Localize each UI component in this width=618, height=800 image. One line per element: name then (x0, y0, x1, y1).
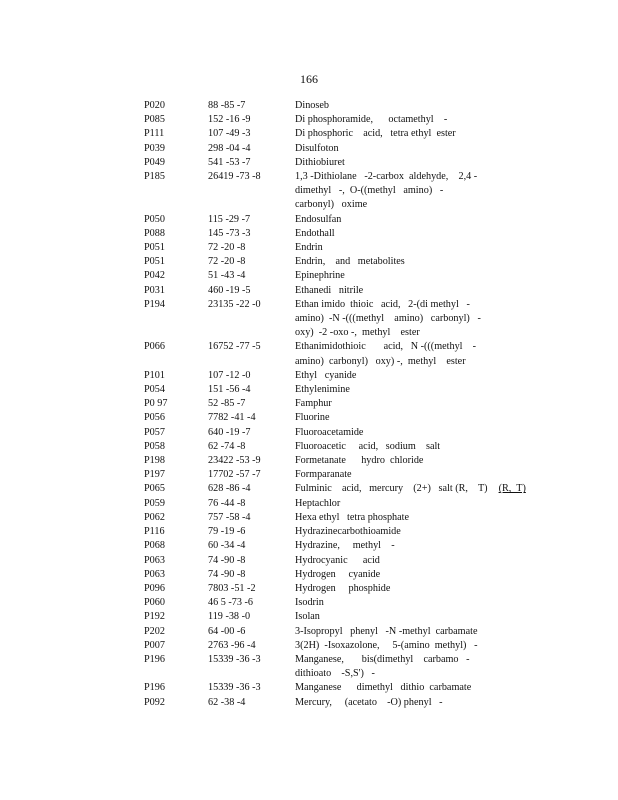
substance-name (295, 482, 544, 496)
substance-name-line: Hexa ethyl tetra phosphate (295, 511, 410, 523)
table-row (144, 511, 544, 525)
waste-code: P063 (144, 554, 165, 566)
substance-name (295, 142, 544, 156)
waste-code: P196 (144, 682, 165, 694)
cas-number: 151 -56 -4 (208, 384, 251, 396)
table-row (144, 653, 544, 681)
cas-number: 26419 -73 -8 (208, 171, 261, 183)
table-row (144, 369, 544, 383)
substance-name (295, 227, 544, 241)
cas-number: 76 -44 -8 (208, 497, 246, 509)
substance-name-line: Endrin, and metabolites (295, 256, 405, 268)
cas-number: 23422 -53 -9 (208, 455, 261, 467)
substance-name (295, 383, 544, 397)
substance-name (295, 113, 544, 127)
substance-name-line: Formparanate (295, 469, 352, 481)
substance-name-line: Fluorine (295, 412, 330, 424)
table-row (144, 383, 544, 397)
substance-name (295, 696, 544, 710)
table-row (144, 454, 544, 468)
cas-number: 62 -74 -8 (208, 440, 246, 452)
table-row (144, 397, 544, 411)
substance-name (295, 99, 544, 113)
table-row (144, 99, 544, 113)
table-row (144, 411, 544, 425)
substance-name (295, 170, 544, 213)
substance-name (295, 369, 544, 383)
substance-name-line: Mercury, (acetato -O) phenyl - (295, 696, 443, 708)
cas-number: 64 -00 -6 (208, 625, 246, 637)
cas-number: 2763 -96 -4 (208, 639, 256, 651)
substance-name-line: Epinephrine (295, 270, 345, 282)
substance-name (295, 554, 544, 568)
substance-name (295, 255, 544, 269)
waste-code: P202 (144, 625, 165, 637)
table-row (144, 696, 544, 710)
table-row (144, 554, 544, 568)
substance-name-line: Isodrin (295, 597, 324, 609)
cas-number: 23135 -22 -0 (208, 298, 261, 310)
substance-name (295, 426, 544, 440)
substance-name-line: Hydrocyanic acid (295, 554, 380, 566)
substance-name-line: amino) carbonyl) oxy) -, methyl ester (295, 355, 466, 367)
cas-number: 60 -34 -4 (208, 540, 246, 552)
substance-name-line: 3(2H) -Isoxazolone, 5-(amino methyl) - (295, 639, 478, 651)
substance-name-line: Ethanedi nitrile (295, 284, 364, 296)
substance-name-line: Isolan (295, 611, 320, 623)
table-row (144, 127, 544, 141)
table-row (144, 639, 544, 653)
waste-code: P092 (144, 696, 165, 708)
waste-code: P058 (144, 440, 165, 452)
substance-name-line: Endothall (295, 227, 335, 239)
cas-number: 52 -85 -7 (208, 398, 246, 410)
substance-name-line: Manganese dimethyl dithio carbamate (295, 682, 472, 694)
substance-name-line: Dinoseb (295, 100, 329, 111)
waste-code: P068 (144, 540, 165, 552)
cas-number: 7803 -51 -2 (208, 582, 256, 594)
waste-code: P049 (144, 156, 165, 168)
substance-name-line: Hydrazinecarbothioamide (295, 526, 401, 538)
substance-name-line: Fulminic acid, mercury (2+) salt (R, T) (R, T) (295, 483, 526, 495)
waste-code: P020 (144, 100, 165, 111)
substance-name (295, 525, 544, 539)
waste-code: P007 (144, 639, 165, 651)
waste-code: P031 (144, 284, 165, 296)
waste-code: P066 (144, 341, 165, 353)
cas-number: 152 -16 -9 (208, 114, 251, 126)
substance-name-line: amino) -N -(((methyl amino) carbonyl) - (295, 313, 481, 325)
substance-name-line: dimethyl -, O-((methyl amino) - (295, 185, 444, 197)
substance-name (295, 539, 544, 553)
hazardous-waste-table (144, 99, 544, 710)
substance-name (295, 156, 544, 170)
substance-name (295, 653, 544, 681)
table-row (144, 340, 544, 368)
cas-number: 17702 -57 -7 (208, 469, 261, 481)
waste-code: P196 (144, 653, 165, 665)
substance-name (295, 568, 544, 582)
table-row (144, 241, 544, 255)
table-row (144, 227, 544, 241)
substance-name (295, 582, 544, 596)
substance-name-line: Manganese, bis(dimethyl carbamo - (295, 653, 470, 665)
table-row (144, 426, 544, 440)
substance-name (295, 497, 544, 511)
substance-name (295, 610, 544, 624)
substance-name-line: Di phosphoramide, octamethyl - (295, 114, 448, 126)
table-row (144, 625, 544, 639)
substance-name-line: Ethylenimine (295, 384, 350, 396)
substance-name-line: Ethan imido thioic acid, 2-(di methyl - (295, 298, 470, 310)
table-row (144, 582, 544, 596)
cas-number: 16752 -77 -5 (208, 341, 261, 353)
substance-name (295, 284, 544, 298)
table-row (144, 170, 544, 213)
substance-name-line: Fluoroacetic acid, sodium salt (295, 440, 441, 452)
cas-number: 74 -90 -8 (208, 554, 246, 566)
waste-code: P062 (144, 511, 165, 523)
table-row (144, 284, 544, 298)
waste-code: P101 (144, 369, 165, 381)
cas-number: 15339 -36 -3 (208, 682, 261, 694)
cas-number: 119 -38 -0 (208, 611, 251, 623)
substance-name-line: Disulfoton (295, 142, 339, 154)
waste-code: P065 (144, 483, 165, 495)
table-row (144, 468, 544, 482)
substance-name (295, 625, 544, 639)
substance-name-line: Endrin (295, 242, 323, 254)
table-row (144, 525, 544, 539)
cas-number: 640 -19 -7 (208, 426, 251, 438)
substance-name-line: Di phosphoric acid, tetra ethyl ester (295, 128, 456, 140)
substance-name (295, 411, 544, 425)
waste-code: P051 (144, 256, 165, 268)
table-row (144, 681, 544, 695)
substance-name (295, 511, 544, 525)
table-row (144, 568, 544, 582)
cas-number: 107 -12 -0 (208, 369, 251, 381)
cas-number: 298 -04 -4 (208, 142, 251, 154)
substance-name-line: Heptachlor (295, 497, 341, 509)
waste-code: P085 (144, 114, 165, 126)
cas-number: 79 -19 -6 (208, 526, 246, 538)
substance-name-line: Fluoroacetamide (295, 426, 364, 438)
waste-code: P197 (144, 469, 165, 481)
substance-name-line: Ethanimidothioic acid, N -(((methyl - (295, 341, 477, 353)
cas-number: 62 -38 -4 (208, 696, 246, 708)
page-number: 166 (300, 72, 318, 86)
substance-name (295, 468, 544, 482)
substance-name-line: Endosulfan (295, 213, 342, 225)
waste-code: P096 (144, 582, 165, 594)
waste-code: P050 (144, 213, 165, 225)
table-row (144, 610, 544, 624)
waste-code: P056 (144, 412, 165, 424)
table-row (144, 269, 544, 283)
waste-code: P0 97 (144, 398, 168, 410)
substance-name-line: Hydrogen phosphide (295, 582, 391, 594)
table-row (144, 298, 544, 341)
substance-name-line: Hydrazine, methyl - (295, 540, 395, 552)
table-row (144, 497, 544, 511)
table-row (144, 482, 544, 496)
table-row (144, 113, 544, 127)
substance-name-line: Hydrogen cyanide (295, 568, 381, 580)
waste-code: P194 (144, 298, 165, 310)
substance-name-line: Famphur (295, 398, 332, 410)
substance-name (295, 298, 544, 341)
cas-number: 115 -29 -7 (208, 213, 251, 225)
cas-number: 460 -19 -5 (208, 284, 251, 296)
waste-code: P198 (144, 455, 165, 467)
substance-name (295, 269, 544, 283)
cas-number: 541 -53 -7 (208, 156, 251, 168)
table-row (144, 539, 544, 553)
waste-code: P185 (144, 171, 165, 183)
table-row (144, 213, 544, 227)
cas-number: 51 -43 -4 (208, 270, 246, 282)
cas-number: 72 -20 -8 (208, 256, 246, 268)
substance-name (295, 127, 544, 141)
substance-name-line: 3-Isopropyl phenyl -N -methyl carbamate (295, 625, 478, 637)
waste-code: P063 (144, 568, 165, 580)
substance-name-line: Formetanate hydro chloride (295, 455, 424, 467)
cas-number: 46 5 -73 -6 (208, 597, 253, 609)
cas-number: 88 -85 -7 (208, 100, 246, 111)
table-row (144, 156, 544, 170)
substance-name (295, 454, 544, 468)
waste-code: P054 (144, 384, 165, 396)
cas-number: 107 -49 -3 (208, 128, 251, 140)
cas-number: 74 -90 -8 (208, 568, 246, 580)
cas-number: 72 -20 -8 (208, 242, 246, 254)
substance-name (295, 681, 544, 695)
waste-code: P051 (144, 242, 165, 254)
substance-name-line: Dithiobiuret (295, 156, 345, 168)
cas-number: 145 -73 -3 (208, 227, 251, 239)
substance-name (295, 440, 544, 454)
substance-name-line: oxy) -2 -oxo -, methyl ester (295, 327, 420, 339)
substance-name (295, 213, 544, 227)
waste-code: P060 (144, 597, 165, 609)
waste-code: P039 (144, 142, 165, 154)
substance-name-line: carbonyl) oxime (295, 199, 368, 211)
substance-name (295, 241, 544, 255)
waste-code: P116 (144, 526, 165, 538)
cas-number: 757 -58 -4 (208, 511, 251, 523)
table-row (144, 596, 544, 610)
cas-number: 7782 -41 -4 (208, 412, 256, 424)
waste-code: P088 (144, 227, 165, 239)
waste-code: P042 (144, 270, 165, 282)
waste-code: P059 (144, 497, 165, 509)
substance-name-line: 1,3 -Dithiolane -2-carbox aldehyde, 2,4 - (295, 171, 478, 183)
waste-code: P111 (144, 128, 165, 140)
table-row (144, 142, 544, 156)
substance-name (295, 397, 544, 411)
hazard-code-underlined: (R, T) (498, 483, 526, 495)
substance-name (295, 596, 544, 610)
substance-name (295, 340, 544, 368)
table-row (144, 440, 544, 454)
substance-name-line: Ethyl cyanide (295, 369, 357, 381)
substance-name (295, 639, 544, 653)
waste-code: P192 (144, 611, 165, 623)
table-row (144, 255, 544, 269)
substance-name-line: dithioato -S,S') - (295, 668, 375, 680)
cas-number: 15339 -36 -3 (208, 653, 261, 665)
waste-code: P057 (144, 426, 165, 438)
cas-number: 628 -86 -4 (208, 483, 251, 495)
